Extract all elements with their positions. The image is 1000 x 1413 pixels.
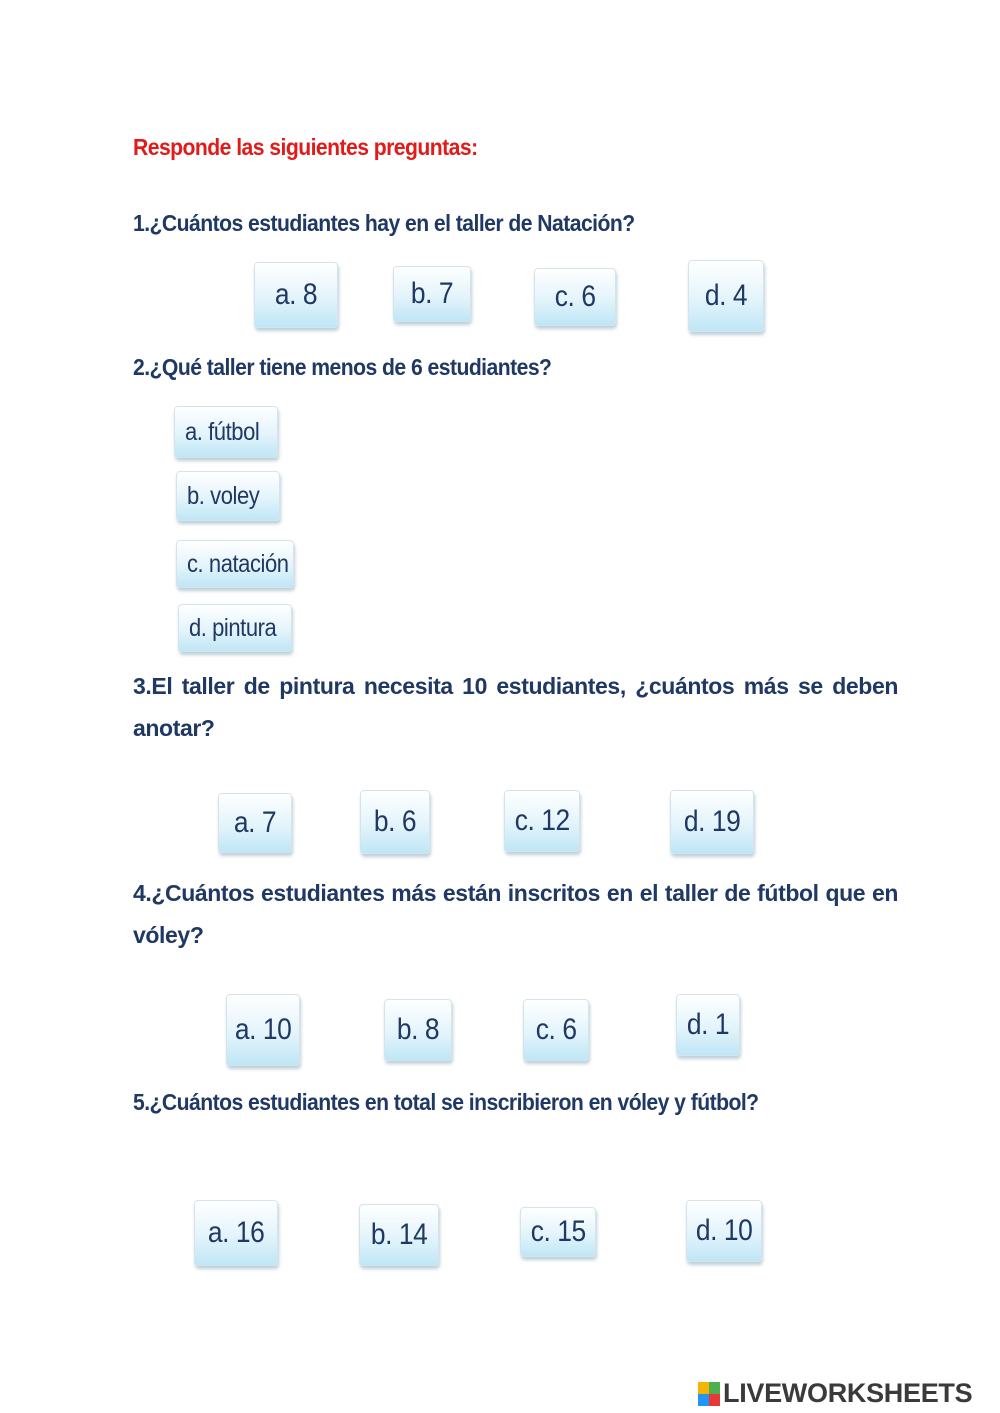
q1-option-a[interactable]: a. 8 — [254, 262, 338, 328]
question-4-text: 4.¿Cuántos estudiantes más están inscritos en el taller de fútbol que en vóley? — [133, 880, 898, 948]
logo-square-green — [709, 1382, 720, 1394]
liveworksheets-brand: LIVEWORKSHEETS — [723, 1378, 973, 1408]
q4-option-a[interactable]: a. 10 — [226, 994, 300, 1066]
q3-option-a[interactable]: a. 7 — [218, 793, 292, 853]
q5-option-d[interactable]: d. 10 — [686, 1200, 762, 1262]
logo-square-blue — [698, 1394, 709, 1406]
question-5-text: 5.¿Cuántos estudiantes en total se inscribieron en vóley y fútbol? — [133, 1089, 759, 1115]
q4-option-c[interactable]: c. 6 — [523, 999, 589, 1061]
liveworksheets-logo-icon — [698, 1382, 720, 1406]
q3-option-d[interactable]: d. 19 — [670, 790, 754, 854]
q3-option-c[interactable]: c. 12 — [504, 790, 580, 852]
q4-option-d[interactable]: d. 1 — [676, 994, 740, 1056]
q2-option-d[interactable]: d. pintura — [178, 604, 292, 652]
q5-option-a[interactable]: a. 16 — [194, 1200, 278, 1266]
q4-option-b[interactable]: b. 8 — [384, 999, 452, 1061]
q1-option-d[interactable]: d. 4 — [688, 260, 764, 332]
q2-option-c[interactable]: c. natación — [176, 540, 294, 588]
liveworksheets-logo — [698, 1378, 972, 1409]
question-1-text: 1.¿Cuántos estudiantes hay en el taller de Natación? — [133, 210, 635, 236]
q1-option-b[interactable]: b. 7 — [393, 266, 471, 322]
logo-square-yellow — [698, 1382, 709, 1394]
logo-square-red — [709, 1394, 720, 1406]
q1-option-c[interactable]: c. 6 — [534, 268, 616, 326]
question-3-text: 3.El taller de pintura necesita 10 estudiantes, ¿cuántos más se deben anotar? — [133, 673, 898, 741]
q3-option-b[interactable]: b. 6 — [360, 790, 430, 854]
q5-option-b[interactable]: b. 14 — [359, 1204, 439, 1266]
q2-option-a[interactable]: a. fútbol — [174, 406, 278, 458]
instruction-heading: Responde las siguientes preguntas: — [133, 134, 478, 160]
question-2-text: 2.¿Qué taller tiene menos de 6 estudiantes? — [133, 354, 552, 380]
q2-option-b[interactable]: b. voley — [176, 471, 280, 521]
q5-option-c[interactable]: c. 15 — [520, 1207, 596, 1257]
